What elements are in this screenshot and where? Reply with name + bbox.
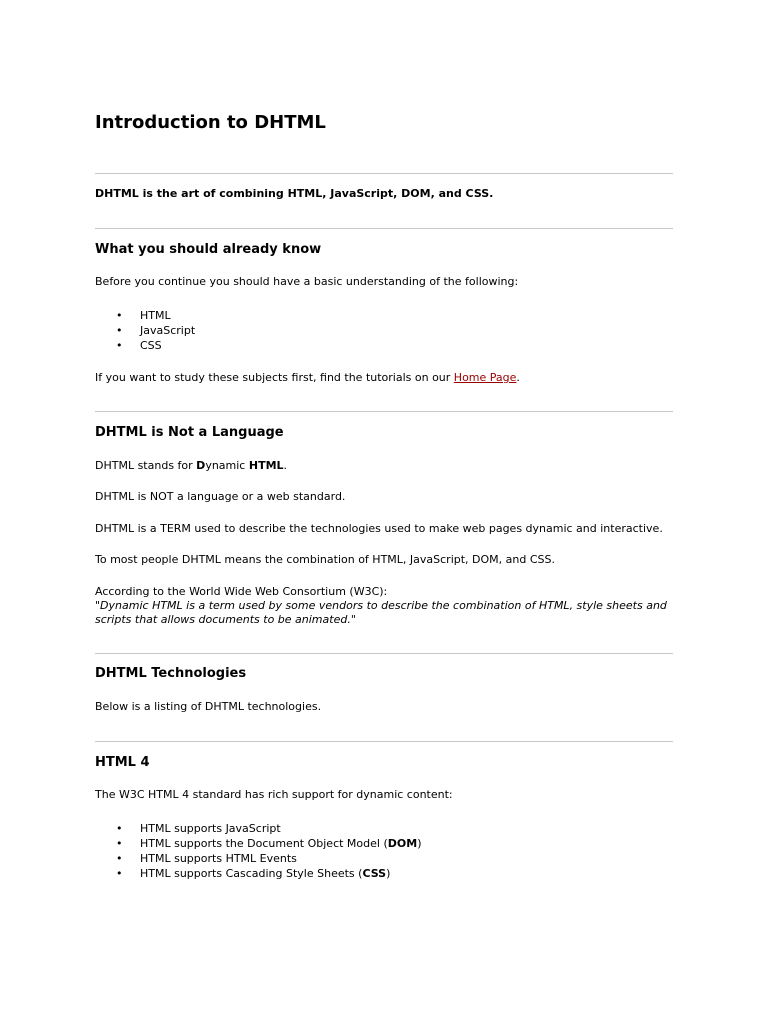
stands-for-text: DHTML stands for Dynamic HTML. [95, 459, 288, 472]
bullet-icon: • [116, 339, 123, 352]
bullet-icon: • [116, 852, 123, 865]
prerequisites-text: Before you continue you should have a basic understanding of the following: [95, 275, 519, 288]
not-language-text: DHTML is NOT a language or a web standard. [95, 490, 346, 503]
bullet-icon: • [116, 324, 123, 337]
heading-html4: HTML 4 [95, 755, 150, 770]
intro-text: DHTML is the art of combining HTML, JavaScript, DOM, and CSS. [95, 187, 494, 200]
bullet-icon: • [116, 309, 123, 322]
divider [95, 741, 673, 742]
list-item: • HTML [116, 309, 171, 322]
divider [95, 228, 673, 229]
list-item: • HTML supports the Document Object Model (DOM) [116, 837, 422, 850]
divider [95, 653, 673, 654]
list-item: • JavaScript [116, 324, 196, 337]
technologies-text: Below is a listing of DHTML technologies. [95, 700, 322, 713]
home-page-link[interactable]: Home Page [453, 371, 517, 384]
divider [95, 411, 673, 412]
heading-not-a-language: DHTML is Not a Language [95, 425, 284, 440]
html4-features-list [95, 821, 421, 881]
most-people-text: To most people DHTML means the combination of HTML, JavaScript, DOM, and CSS. [95, 553, 555, 566]
list-item: • HTML supports HTML Events [116, 852, 297, 865]
list-item: • HTML supports Cascading Style Sheets (CSS) [116, 867, 391, 880]
prerequisites-list [95, 308, 195, 353]
w3c-intro-text: According to the World Wide Web Consortium (W3C): [95, 585, 388, 598]
list-item: • CSS [116, 339, 162, 352]
bullet-icon: • [116, 822, 123, 835]
w3c-quote: "Dynamic HTML is a term used by some vendors to describe the combination of HTML, style sheets and scripts that allows documents to be animated." [95, 599, 667, 626]
bullet-icon: • [116, 837, 123, 850]
tutorials-text: If you want to study these subjects first, find the tutorials on our Home Page. [95, 371, 520, 384]
heading-what-you-should-know: What you should already know [95, 242, 322, 257]
bullet-icon: • [116, 867, 123, 880]
term-text: DHTML is a TERM used to describe the technologies used to make web pages dynamic and interactive. [95, 522, 663, 535]
divider [95, 173, 673, 174]
page-title: Introduction to DHTML [95, 112, 326, 133]
html4-text: The W3C HTML 4 standard has rich support for dynamic content: [95, 788, 453, 801]
heading-technologies: DHTML Technologies [95, 666, 247, 681]
list-item: • HTML supports JavaScript [116, 822, 281, 835]
